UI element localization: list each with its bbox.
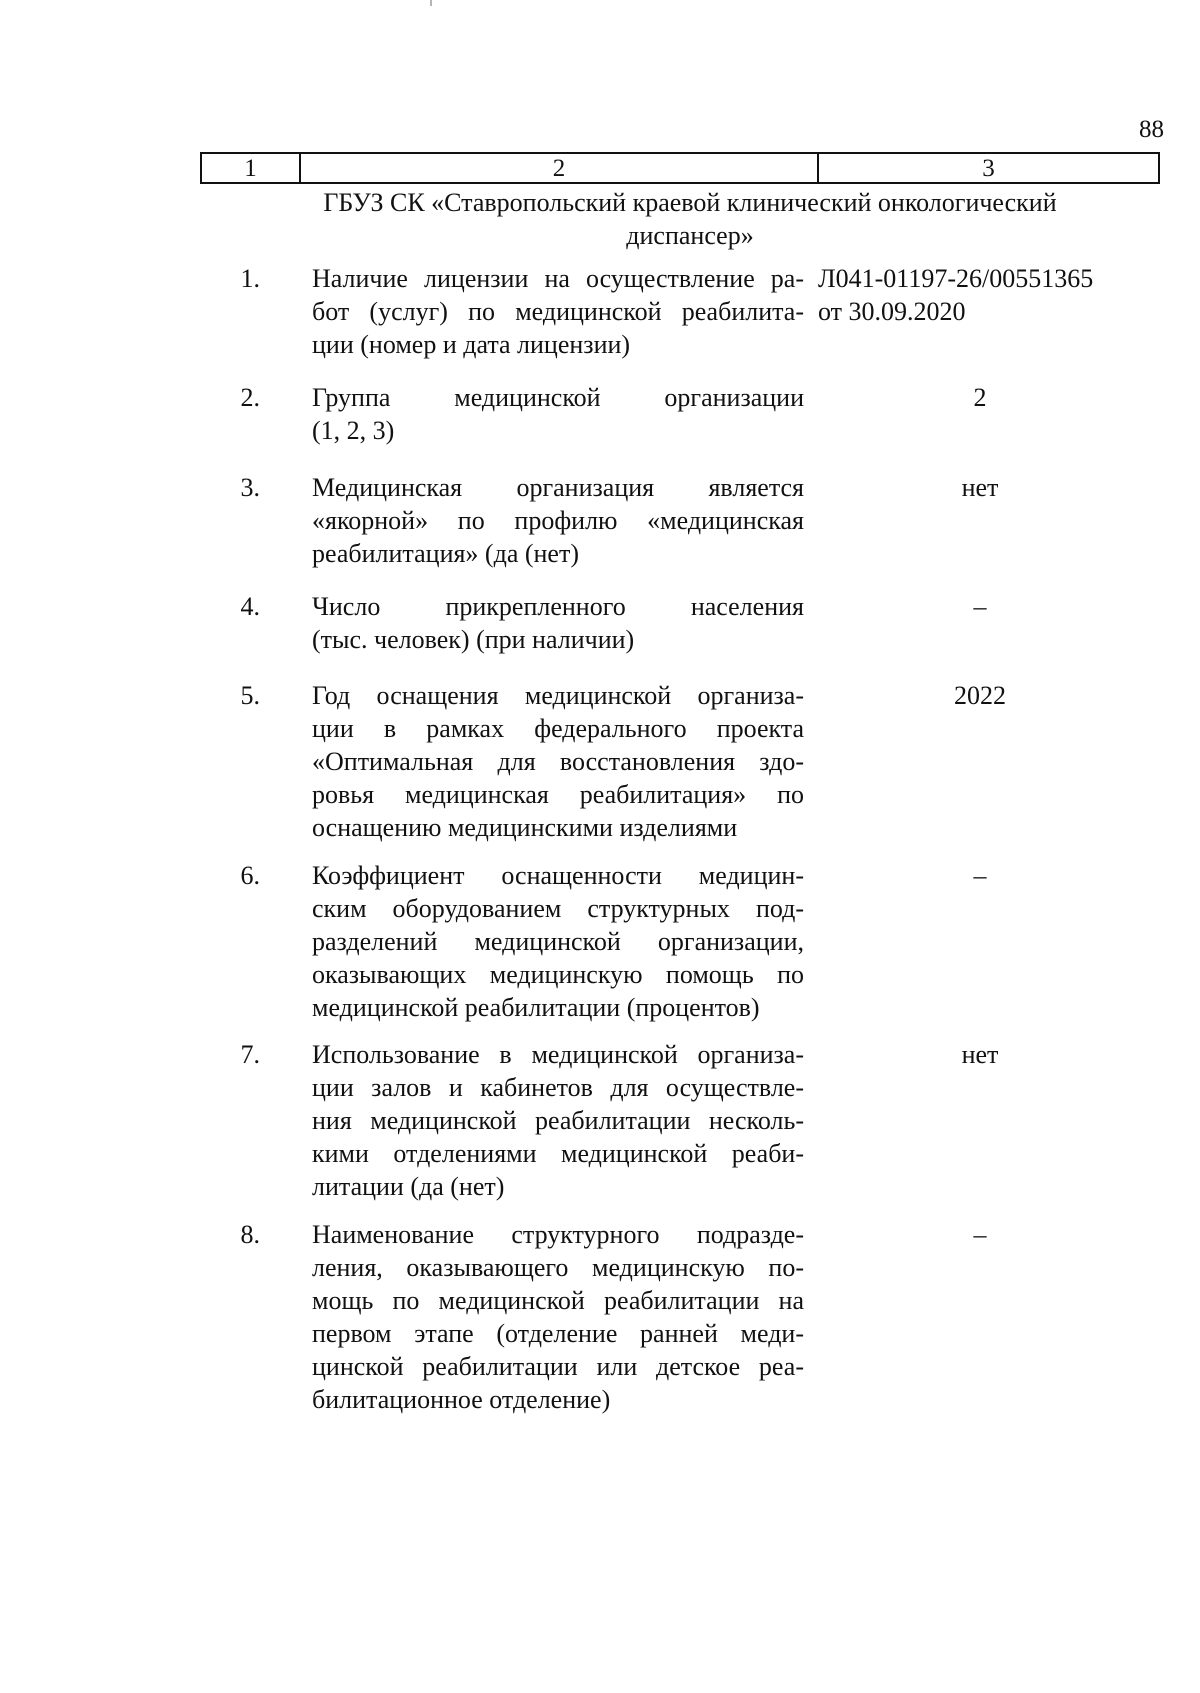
description-line: разделений медицинской организации, — [312, 927, 804, 956]
row-value — [818, 590, 1160, 623]
description-line: цинской реабилитации или детское реа- — [312, 1352, 804, 1381]
row-number: 2. — [240, 383, 260, 412]
row-number: 1. — [240, 264, 260, 293]
value-line: 2 — [973, 383, 987, 412]
row-value — [818, 381, 1160, 414]
column-header-1: 1 — [202, 154, 301, 182]
row-value — [818, 859, 1160, 892]
description-line: Использование в медицинской организа- — [312, 1040, 804, 1069]
organization-title — [240, 186, 1140, 252]
row-description — [312, 679, 804, 844]
value-line: 2022 — [954, 681, 1006, 710]
description-line: Коэффициент оснащенности медицин- — [312, 861, 804, 890]
row-number: 8. — [240, 1220, 260, 1249]
description-line: билитационное отделение) — [312, 1385, 611, 1414]
row-value — [818, 471, 1160, 504]
value-line: от 30.09.2020 — [818, 297, 966, 326]
value-line: – — [973, 1220, 987, 1249]
description-line: Наличие лицензии на осуществление ра- — [312, 264, 804, 293]
description-line: «Оптимальная для восстановления здо- — [312, 747, 804, 776]
row-value — [818, 679, 1160, 712]
value-line: Л041-01197-26/00551365 — [818, 264, 1094, 293]
organization-title-line-1: ГБУЗ СК «Ставропольский краевой клинический онкологический — [323, 188, 1057, 217]
description-line: Год оснащения медицинской организа- — [312, 681, 804, 710]
value-line: – — [973, 592, 987, 621]
row-value — [818, 262, 1160, 328]
description-line: оснащению медицинскими изделиями — [312, 813, 738, 842]
value-line: – — [973, 861, 987, 890]
value-line: нет — [961, 1040, 999, 1069]
row-description — [312, 381, 804, 447]
row-description — [312, 1038, 804, 1203]
row-number: 3. — [240, 473, 260, 502]
description-line: ции в рамках федерального проекта — [312, 714, 804, 743]
row-number: 4. — [240, 592, 260, 621]
row-value — [818, 1038, 1160, 1071]
row-value — [818, 1218, 1160, 1251]
column-header-table — [200, 152, 1160, 184]
description-line: ния медицинской реабилитации несколь- — [312, 1106, 804, 1135]
row-description — [312, 262, 804, 361]
value-line: нет — [961, 473, 999, 502]
row-number: 6. — [240, 861, 260, 890]
description-line: кими отделениями медицинской реаби- — [312, 1139, 804, 1168]
organization-title-line-2: диспансер» — [626, 221, 754, 250]
description-line: (1, 2, 3) — [312, 416, 395, 445]
description-line: Наименование структурного подразде- — [312, 1220, 804, 1249]
column-header-3: 3 — [982, 155, 995, 182]
description-line: мощь по медицинской реабилитации на — [312, 1286, 804, 1315]
description-line: литации (да (нет) — [312, 1172, 505, 1201]
description-line: ровья медицинская реабилитация» по — [312, 780, 804, 809]
scan-mark — [430, 0, 432, 6]
description-line: Медицинская организация является — [312, 473, 804, 502]
row-number: 7. — [240, 1040, 260, 1069]
description-line: медицинской реабилитации (процентов) — [312, 993, 760, 1022]
description-line: ления, оказывающего медицинскую по- — [312, 1253, 804, 1282]
description-line: бот (услуг) по медицинской реабилита- — [312, 297, 804, 326]
description-line: первом этапе (отделение ранней меди- — [312, 1319, 804, 1348]
row-description — [312, 859, 804, 1024]
description-line: (тыс. человек) (при наличии) — [312, 625, 635, 654]
description-line: Число прикрепленного населения — [312, 592, 804, 621]
description-line: оказывающих медицинскую помощь по — [312, 960, 804, 989]
description-line: ции залов и кабинетов для осуществле- — [312, 1073, 804, 1102]
row-description — [312, 1218, 804, 1416]
description-line: ским оборудованием структурных под- — [312, 894, 804, 923]
description-line: «якорной» по профилю «медицинская — [312, 506, 804, 535]
description-line: Группа медицинской организации — [312, 383, 804, 412]
description-line: ции (номер и дата лицензии) — [312, 330, 631, 359]
column-header-2: 2 — [301, 154, 819, 182]
row-description — [312, 590, 804, 656]
row-description — [312, 471, 804, 570]
description-line: реабилитация» (да (нет) — [312, 539, 579, 568]
page-number: 88 — [1139, 116, 1164, 143]
row-number: 5. — [240, 681, 260, 710]
